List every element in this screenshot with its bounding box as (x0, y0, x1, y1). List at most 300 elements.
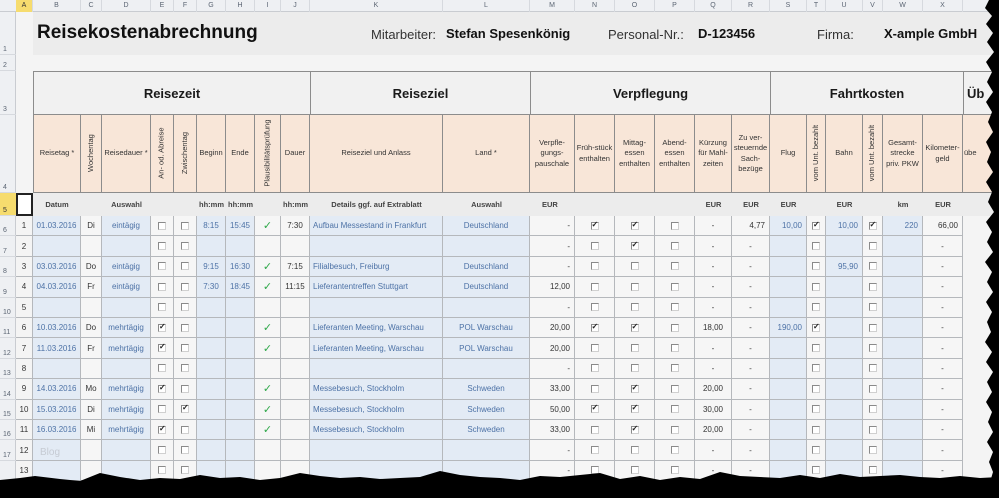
mittag-cell[interactable] (615, 440, 655, 460)
ende-cell[interactable] (226, 216, 255, 236)
beginn-cell[interactable] (197, 216, 226, 236)
abend-cell[interactable] (655, 236, 695, 256)
ende-cell[interactable] (226, 400, 255, 420)
reisetag-cell[interactable] (33, 277, 81, 297)
reiseziel-cell[interactable] (310, 257, 443, 277)
row-header-13[interactable]: 13 (0, 359, 16, 379)
strecke-cell[interactable] (883, 440, 923, 460)
bahn-unt-cell[interactable] (863, 318, 883, 338)
row-header-6[interactable]: 6 (0, 216, 16, 236)
checkbox-unchecked[interactable] (158, 364, 166, 372)
zwischentag-cell[interactable] (174, 257, 197, 277)
reiseziel-cell[interactable] (310, 338, 443, 358)
row-header-16[interactable]: 16 (0, 420, 16, 440)
column-header-t[interactable]: T (807, 0, 826, 12)
bahn-unt-cell[interactable] (863, 400, 883, 420)
row-header-7[interactable]: 7 (0, 236, 16, 256)
reisetag-cell[interactable] (33, 298, 81, 318)
checkbox-unchecked[interactable] (631, 364, 639, 372)
reiseziel-cell[interactable] (310, 420, 443, 440)
reisetag-cell[interactable] (33, 400, 81, 420)
reisedauer-dropdown[interactable] (102, 277, 151, 297)
bahn-unt-cell[interactable] (863, 236, 883, 256)
land-dropdown[interactable] (443, 420, 530, 440)
row-header-5[interactable]: 5 (0, 193, 16, 216)
checkbox-unchecked[interactable] (631, 303, 639, 311)
mittag-cell[interactable] (615, 298, 655, 318)
checkbox-unchecked[interactable] (181, 262, 189, 270)
column-header-r[interactable]: R (732, 0, 770, 12)
ende-cell[interactable] (226, 359, 255, 379)
reisedauer-dropdown[interactable] (102, 236, 151, 256)
strecke-cell[interactable] (883, 420, 923, 440)
checkbox-unchecked[interactable] (671, 324, 679, 332)
column-header-e[interactable]: E (151, 0, 174, 12)
checkbox-checked[interactable] (158, 324, 166, 332)
checkbox-unchecked[interactable] (591, 283, 599, 291)
checkbox-unchecked[interactable] (591, 385, 599, 393)
abend-cell[interactable] (655, 318, 695, 338)
beginn-cell[interactable] (197, 400, 226, 420)
reiseziel-cell[interactable] (310, 216, 443, 236)
column-header-k[interactable]: K (310, 0, 443, 12)
an-abreise-cell[interactable] (151, 400, 174, 420)
fruehstueck-cell[interactable] (575, 379, 615, 399)
checkbox-unchecked[interactable] (671, 385, 679, 393)
flug-unt-cell[interactable] (807, 420, 826, 440)
checkbox-unchecked[interactable] (591, 364, 599, 372)
fruehstueck-cell[interactable] (575, 400, 615, 420)
mittag-cell[interactable] (615, 257, 655, 277)
checkbox-unchecked[interactable] (591, 426, 599, 434)
flug-cell[interactable] (770, 440, 807, 460)
checkbox-unchecked[interactable] (181, 283, 189, 291)
ende-cell[interactable] (226, 379, 255, 399)
ende-cell[interactable] (226, 298, 255, 318)
checkbox-unchecked[interactable] (869, 324, 877, 332)
abend-cell[interactable] (655, 277, 695, 297)
fruehstueck-cell[interactable] (575, 420, 615, 440)
column-header-m[interactable]: M (530, 0, 575, 12)
abend-cell[interactable] (655, 359, 695, 379)
fruehstueck-cell[interactable] (575, 216, 615, 236)
land-dropdown[interactable] (443, 379, 530, 399)
an-abreise-cell[interactable] (151, 338, 174, 358)
checkbox-unchecked[interactable] (869, 385, 877, 393)
checkbox-unchecked[interactable] (591, 344, 599, 352)
checkbox-unchecked[interactable] (158, 262, 166, 270)
flug-cell[interactable] (770, 338, 807, 358)
mittag-cell[interactable] (615, 420, 655, 440)
an-abreise-cell[interactable] (151, 359, 174, 379)
bahn-unt-cell[interactable] (863, 277, 883, 297)
column-header-u[interactable]: U (826, 0, 863, 12)
fruehstueck-cell[interactable] (575, 359, 615, 379)
an-abreise-cell[interactable] (151, 257, 174, 277)
fruehstueck-cell[interactable] (575, 440, 615, 460)
checkbox-unchecked[interactable] (812, 364, 820, 372)
zwischentag-cell[interactable] (174, 420, 197, 440)
checkbox-unchecked[interactable] (181, 324, 189, 332)
land-dropdown[interactable] (443, 440, 530, 460)
fruehstueck-cell[interactable] (575, 298, 615, 318)
flug-unt-cell[interactable] (807, 359, 826, 379)
row-header-4[interactable]: 4 (0, 115, 16, 193)
reisedauer-dropdown[interactable] (102, 257, 151, 277)
checkbox-checked[interactable] (181, 405, 189, 413)
land-dropdown[interactable] (443, 277, 530, 297)
bahn-unt-cell[interactable] (863, 359, 883, 379)
checkbox-unchecked[interactable] (812, 303, 820, 311)
an-abreise-cell[interactable] (151, 440, 174, 460)
checkbox-unchecked[interactable] (869, 446, 877, 454)
column-header-n[interactable]: N (575, 0, 615, 12)
bahn-cell[interactable] (826, 277, 863, 297)
checkbox-unchecked[interactable] (671, 426, 679, 434)
reisedauer-dropdown[interactable] (102, 440, 151, 460)
abend-cell[interactable] (655, 257, 695, 277)
checkbox-unchecked[interactable] (869, 242, 877, 250)
checkbox-unchecked[interactable] (158, 242, 166, 250)
abend-cell[interactable] (655, 379, 695, 399)
mittag-cell[interactable] (615, 318, 655, 338)
column-header-i[interactable]: I (255, 0, 281, 12)
mittag-cell[interactable] (615, 400, 655, 420)
column-header-l[interactable]: L (443, 0, 530, 12)
ende-cell[interactable] (226, 440, 255, 460)
land-dropdown[interactable] (443, 318, 530, 338)
abend-cell[interactable] (655, 400, 695, 420)
beginn-cell[interactable] (197, 277, 226, 297)
ende-cell[interactable] (226, 318, 255, 338)
beginn-cell[interactable] (197, 257, 226, 277)
bahn-unt-cell[interactable] (863, 298, 883, 318)
checkbox-checked[interactable] (158, 426, 166, 434)
checkbox-unchecked[interactable] (869, 405, 877, 413)
strecke-cell[interactable] (883, 338, 923, 358)
ende-cell[interactable] (226, 257, 255, 277)
bahn-unt-cell[interactable] (863, 338, 883, 358)
checkbox-unchecked[interactable] (181, 385, 189, 393)
checkbox-unchecked[interactable] (158, 446, 166, 454)
flug-cell[interactable] (770, 318, 807, 338)
flug-cell[interactable] (770, 359, 807, 379)
flug-cell[interactable] (770, 236, 807, 256)
zwischentag-cell[interactable] (174, 236, 197, 256)
reisedauer-dropdown[interactable] (102, 298, 151, 318)
beginn-cell[interactable] (197, 379, 226, 399)
reiseziel-cell[interactable] (310, 400, 443, 420)
flug-unt-cell[interactable] (807, 318, 826, 338)
checkbox-unchecked[interactable] (181, 426, 189, 434)
reisetag-cell[interactable] (33, 216, 81, 236)
zwischentag-cell[interactable] (174, 359, 197, 379)
checkbox-unchecked[interactable] (812, 385, 820, 393)
bahn-cell[interactable] (826, 216, 863, 236)
checkbox-unchecked[interactable] (591, 242, 599, 250)
zwischentag-cell[interactable] (174, 338, 197, 358)
bahn-cell[interactable] (826, 440, 863, 460)
checkbox-unchecked[interactable] (158, 222, 166, 230)
flug-unt-cell[interactable] (807, 236, 826, 256)
bahn-cell[interactable] (826, 400, 863, 420)
fruehstueck-cell[interactable] (575, 257, 615, 277)
land-dropdown[interactable] (443, 257, 530, 277)
column-header-p[interactable]: P (655, 0, 695, 12)
an-abreise-cell[interactable] (151, 216, 174, 236)
reisedauer-dropdown[interactable] (102, 359, 151, 379)
checkbox-unchecked[interactable] (631, 283, 639, 291)
row-header-1[interactable]: 1 (0, 12, 16, 55)
reiseziel-cell[interactable] (310, 277, 443, 297)
checkbox-unchecked[interactable] (181, 222, 189, 230)
fruehstueck-cell[interactable] (575, 277, 615, 297)
checkbox-checked[interactable] (158, 385, 166, 393)
flug-unt-cell[interactable] (807, 257, 826, 277)
checkbox-checked[interactable] (631, 222, 639, 230)
checkbox-unchecked[interactable] (181, 344, 189, 352)
flug-unt-cell[interactable] (807, 277, 826, 297)
bahn-unt-cell[interactable] (863, 216, 883, 236)
zwischentag-cell[interactable] (174, 298, 197, 318)
row-header-17[interactable]: 17 (0, 440, 16, 460)
checkbox-unchecked[interactable] (869, 262, 877, 270)
checkbox-unchecked[interactable] (869, 283, 877, 291)
checkbox-unchecked[interactable] (869, 303, 877, 311)
an-abreise-cell[interactable] (151, 277, 174, 297)
reisetag-cell[interactable] (33, 318, 81, 338)
checkbox-unchecked[interactable] (671, 283, 679, 291)
checkbox-checked[interactable] (631, 324, 639, 332)
column-header-c[interactable]: C (81, 0, 102, 12)
abend-cell[interactable] (655, 440, 695, 460)
flug-unt-cell[interactable] (807, 338, 826, 358)
column-header-o[interactable]: O (615, 0, 655, 12)
column-header-x[interactable]: X (923, 0, 963, 12)
checkbox-unchecked[interactable] (591, 446, 599, 454)
beginn-cell[interactable] (197, 236, 226, 256)
row-header-11[interactable]: 11 (0, 318, 16, 338)
checkbox-checked[interactable] (631, 426, 639, 434)
checkbox-checked[interactable] (631, 242, 639, 250)
reiseziel-cell[interactable] (310, 298, 443, 318)
zwischentag-cell[interactable] (174, 400, 197, 420)
employee-value[interactable]: Stefan Spesenkönig (446, 26, 571, 41)
checkbox-unchecked[interactable] (158, 303, 166, 311)
flug-cell[interactable] (770, 420, 807, 440)
mittag-cell[interactable] (615, 236, 655, 256)
column-header-g[interactable]: G (197, 0, 226, 12)
bahn-unt-cell[interactable] (863, 379, 883, 399)
abend-cell[interactable] (655, 420, 695, 440)
reisetag-cell[interactable] (33, 420, 81, 440)
column-header-d[interactable]: D (102, 0, 151, 12)
checkbox-checked[interactable] (591, 405, 599, 413)
checkbox-unchecked[interactable] (591, 303, 599, 311)
reiseziel-cell[interactable] (310, 318, 443, 338)
checkbox-checked[interactable] (158, 344, 166, 352)
row-header-12[interactable]: 12 (0, 338, 16, 358)
column-header-s[interactable]: S (770, 0, 807, 12)
flug-unt-cell[interactable] (807, 216, 826, 236)
checkbox-unchecked[interactable] (812, 405, 820, 413)
strecke-cell[interactable] (883, 318, 923, 338)
mittag-cell[interactable] (615, 277, 655, 297)
checkbox-unchecked[interactable] (631, 262, 639, 270)
bahn-cell[interactable] (826, 298, 863, 318)
column-header-f[interactable]: F (174, 0, 197, 12)
checkbox-unchecked[interactable] (591, 262, 599, 270)
land-dropdown[interactable] (443, 400, 530, 420)
reisetag-cell[interactable] (33, 338, 81, 358)
reisetag-cell[interactable] (33, 379, 81, 399)
reiseziel-cell[interactable] (310, 359, 443, 379)
checkbox-unchecked[interactable] (631, 344, 639, 352)
beginn-cell[interactable] (197, 298, 226, 318)
an-abreise-cell[interactable] (151, 420, 174, 440)
reiseziel-cell[interactable] (310, 236, 443, 256)
checkbox-unchecked[interactable] (671, 446, 679, 454)
fruehstueck-cell[interactable] (575, 318, 615, 338)
personnel-value[interactable]: D-123456 (698, 26, 756, 41)
checkbox-unchecked[interactable] (812, 262, 820, 270)
mittag-cell[interactable] (615, 359, 655, 379)
reisetag-cell[interactable] (33, 236, 81, 256)
checkbox-unchecked[interactable] (671, 242, 679, 250)
reisetag-cell[interactable] (33, 359, 81, 379)
row-header-14[interactable]: 14 (0, 379, 16, 399)
fruehstueck-cell[interactable] (575, 338, 615, 358)
bahn-cell[interactable] (826, 420, 863, 440)
checkbox-unchecked[interactable] (869, 364, 877, 372)
beginn-cell[interactable] (197, 420, 226, 440)
checkbox-unchecked[interactable] (181, 364, 189, 372)
flug-unt-cell[interactable] (807, 400, 826, 420)
land-dropdown[interactable] (443, 298, 530, 318)
checkbox-unchecked[interactable] (671, 344, 679, 352)
row-header-3[interactable]: 3 (0, 71, 16, 115)
reisedauer-dropdown[interactable] (102, 216, 151, 236)
checkbox-unchecked[interactable] (812, 446, 820, 454)
checkbox-unchecked[interactable] (158, 283, 166, 291)
strecke-cell[interactable] (883, 359, 923, 379)
land-dropdown[interactable] (443, 338, 530, 358)
strecke-cell[interactable] (883, 257, 923, 277)
checkbox-unchecked[interactable] (181, 446, 189, 454)
bahn-cell[interactable] (826, 318, 863, 338)
flug-unt-cell[interactable] (807, 298, 826, 318)
column-header-b[interactable]: B (33, 0, 81, 12)
an-abreise-cell[interactable] (151, 379, 174, 399)
reiseziel-cell[interactable] (310, 440, 443, 460)
land-dropdown[interactable] (443, 359, 530, 379)
checkbox-unchecked[interactable] (671, 262, 679, 270)
strecke-cell[interactable] (883, 216, 923, 236)
checkbox-checked[interactable] (812, 222, 820, 230)
bahn-unt-cell[interactable] (863, 257, 883, 277)
reisedauer-dropdown[interactable] (102, 379, 151, 399)
an-abreise-cell[interactable] (151, 236, 174, 256)
strecke-cell[interactable] (883, 236, 923, 256)
zwischentag-cell[interactable] (174, 379, 197, 399)
ende-cell[interactable] (226, 420, 255, 440)
bahn-cell[interactable] (826, 338, 863, 358)
flug-cell[interactable] (770, 216, 807, 236)
row-header-10[interactable]: 10 (0, 298, 16, 318)
flug-unt-cell[interactable] (807, 379, 826, 399)
mittag-cell[interactable] (615, 216, 655, 236)
zwischentag-cell[interactable] (174, 216, 197, 236)
column-header-q[interactable]: Q (695, 0, 732, 12)
reiseziel-cell[interactable] (310, 379, 443, 399)
checkbox-unchecked[interactable] (631, 446, 639, 454)
column-header-h[interactable]: H (226, 0, 255, 12)
bahn-cell[interactable] (826, 257, 863, 277)
checkbox-checked[interactable] (631, 405, 639, 413)
strecke-cell[interactable] (883, 298, 923, 318)
checkbox-unchecked[interactable] (158, 405, 166, 413)
flug-cell[interactable] (770, 298, 807, 318)
beginn-cell[interactable] (197, 318, 226, 338)
mittag-cell[interactable] (615, 338, 655, 358)
abend-cell[interactable] (655, 298, 695, 318)
land-dropdown[interactable] (443, 236, 530, 256)
land-dropdown[interactable] (443, 216, 530, 236)
row-header-8[interactable]: 8 (0, 257, 16, 277)
company-value[interactable]: X-ample GmbH (884, 26, 978, 41)
checkbox-unchecked[interactable] (812, 344, 820, 352)
column-header-w[interactable]: W (883, 0, 923, 12)
checkbox-unchecked[interactable] (671, 222, 679, 230)
zwischentag-cell[interactable] (174, 318, 197, 338)
column-header-v[interactable]: V (863, 0, 883, 12)
flug-cell[interactable] (770, 400, 807, 420)
checkbox-unchecked[interactable] (181, 303, 189, 311)
reisetag-cell[interactable] (33, 257, 81, 277)
zwischentag-cell[interactable] (174, 440, 197, 460)
abend-cell[interactable] (655, 216, 695, 236)
reisedauer-dropdown[interactable] (102, 338, 151, 358)
reisedauer-dropdown[interactable] (102, 420, 151, 440)
checkbox-checked[interactable] (591, 222, 599, 230)
strecke-cell[interactable] (883, 379, 923, 399)
beginn-cell[interactable] (197, 440, 226, 460)
checkbox-unchecked[interactable] (671, 303, 679, 311)
row-header-9[interactable]: 9 (0, 277, 16, 297)
bahn-cell[interactable] (826, 236, 863, 256)
ende-cell[interactable] (226, 338, 255, 358)
ende-cell[interactable] (226, 236, 255, 256)
beginn-cell[interactable] (197, 359, 226, 379)
reisedauer-dropdown[interactable] (102, 400, 151, 420)
bahn-cell[interactable] (826, 379, 863, 399)
row-header-15[interactable]: 15 (0, 400, 16, 420)
checkbox-unchecked[interactable] (671, 405, 679, 413)
checkbox-unchecked[interactable] (869, 426, 877, 434)
checkbox-checked[interactable] (591, 324, 599, 332)
strecke-cell[interactable] (883, 400, 923, 420)
checkbox-unchecked[interactable] (671, 364, 679, 372)
checkbox-checked[interactable] (812, 324, 820, 332)
flug-cell[interactable] (770, 379, 807, 399)
checkbox-unchecked[interactable] (181, 242, 189, 250)
flug-cell[interactable] (770, 257, 807, 277)
mittag-cell[interactable] (615, 379, 655, 399)
column-header-a[interactable]: A (16, 0, 33, 12)
bahn-cell[interactable] (826, 359, 863, 379)
an-abreise-cell[interactable] (151, 298, 174, 318)
checkbox-checked[interactable] (631, 385, 639, 393)
